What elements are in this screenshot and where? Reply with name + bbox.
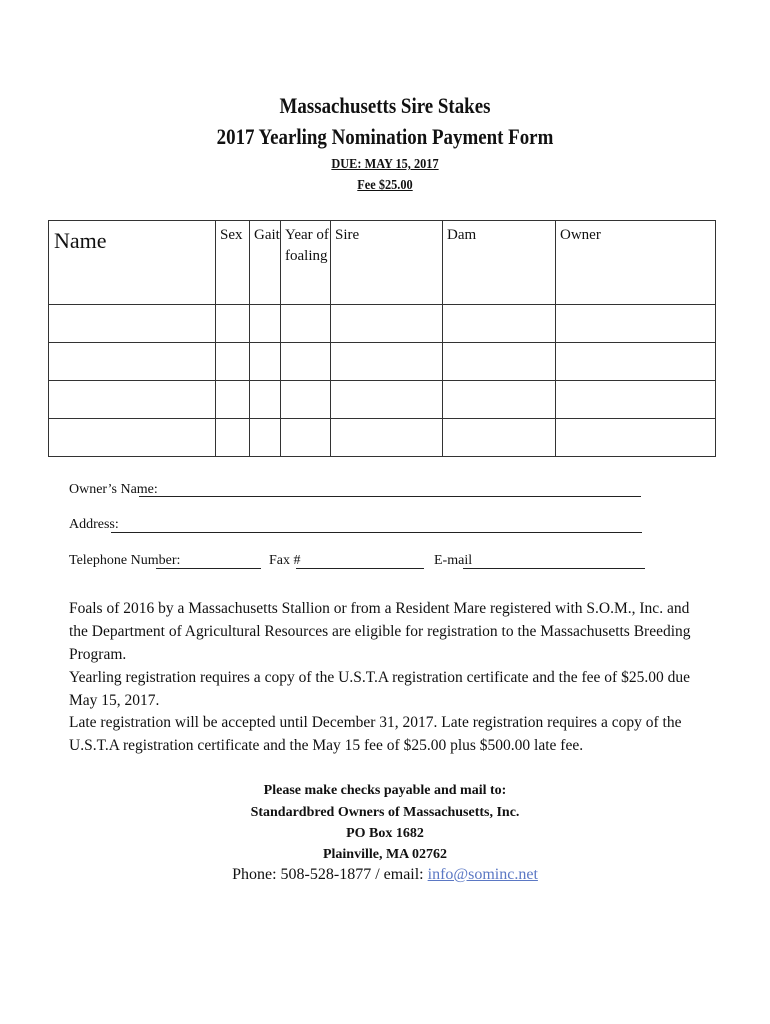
cell-sire[interactable] bbox=[331, 305, 443, 343]
cell-owner[interactable] bbox=[556, 305, 716, 343]
due-date: DUE: MAY 15, 2017 bbox=[331, 157, 439, 172]
cell-sex[interactable] bbox=[216, 305, 250, 343]
address-field[interactable] bbox=[111, 532, 642, 533]
payment-instruction: Please make checks payable and mail to: bbox=[263, 783, 507, 798]
fax-field[interactable] bbox=[296, 568, 424, 569]
telephone-field[interactable] bbox=[156, 568, 261, 569]
column-header-sex: Sex bbox=[216, 221, 250, 305]
owner-name-label: Owner’s Name: bbox=[69, 482, 158, 497]
cell-dam[interactable] bbox=[443, 381, 556, 419]
email-field[interactable] bbox=[463, 568, 645, 569]
cell-sire[interactable] bbox=[331, 419, 443, 457]
cell-sex[interactable] bbox=[216, 419, 250, 457]
cell-owner[interactable] bbox=[556, 419, 716, 457]
cell-sire[interactable] bbox=[331, 343, 443, 381]
fee-amount: Fee $25.00 bbox=[357, 178, 413, 193]
cell-name[interactable] bbox=[49, 381, 216, 419]
table-row bbox=[49, 343, 716, 381]
contact-line bbox=[0, 866, 770, 884]
owner-name-field[interactable] bbox=[139, 496, 641, 497]
registration-paragraph: Yearling registration requires a copy of the U.S.T.A registration certificate and the fee of $25.00 due May 15, 2017. bbox=[69, 669, 690, 709]
cell-gait[interactable] bbox=[250, 381, 281, 419]
payee-name: Standardbred Owners of Massachusetts, Inc. bbox=[250, 805, 520, 820]
cell-dam[interactable] bbox=[443, 343, 556, 381]
table-row bbox=[49, 305, 716, 343]
table-row bbox=[49, 419, 716, 457]
cell-gait[interactable] bbox=[250, 343, 281, 381]
cell-sex[interactable] bbox=[216, 381, 250, 419]
cell-name[interactable] bbox=[49, 305, 216, 343]
cell-owner[interactable] bbox=[556, 343, 716, 381]
cell-dam[interactable] bbox=[443, 419, 556, 457]
cell-name[interactable] bbox=[49, 419, 216, 457]
cell-dam[interactable] bbox=[443, 305, 556, 343]
cell-sire[interactable] bbox=[331, 381, 443, 419]
cell-owner[interactable] bbox=[556, 381, 716, 419]
column-header-gait: Gait bbox=[250, 221, 281, 305]
telephone-label: Telephone Number: bbox=[69, 553, 181, 568]
cell-gait[interactable] bbox=[250, 419, 281, 457]
eligibility-paragraph: Foals of 2016 by a Massachusetts Stallion or from a Resident Mare registered with S.O.M., Inc. and the Department of Agricultural Resources are eligible for registration to the Massachusetts Breeding Program. bbox=[69, 600, 691, 663]
address-label: Address: bbox=[69, 517, 119, 532]
table-row bbox=[49, 381, 716, 419]
phone-text: Phone: 508-528-1877 / email: bbox=[232, 866, 428, 883]
form-subtitle: 2017 Yearling Nomination Payment Form bbox=[216, 124, 554, 149]
late-registration-paragraph: Late registration will be accepted until December 31, 2017. Late registration requires a copy of the U.S.T.A registration certificate and the May 15 fee of $25.00 plus $500.00 late fee. bbox=[69, 714, 682, 754]
column-header-sire: Sire bbox=[331, 221, 443, 305]
nomination-table bbox=[48, 220, 716, 457]
email-label: E-mail bbox=[434, 553, 473, 568]
cell-year[interactable] bbox=[281, 305, 331, 343]
cell-year[interactable] bbox=[281, 381, 331, 419]
cell-year[interactable] bbox=[281, 419, 331, 457]
cell-sex[interactable] bbox=[216, 343, 250, 381]
city-state-zip: Plainville, MA 02762 bbox=[322, 847, 448, 862]
fax-label: Fax # bbox=[269, 553, 301, 568]
form-title: Massachusetts Sire Stakes bbox=[279, 93, 491, 118]
cell-year[interactable] bbox=[281, 343, 331, 381]
column-header-year-of-foaling: Year of foaling bbox=[281, 221, 331, 305]
cell-name[interactable] bbox=[49, 343, 216, 381]
po-box: PO Box 1682 bbox=[346, 826, 424, 841]
table-header-row bbox=[49, 221, 716, 305]
column-header-name: Name bbox=[49, 221, 216, 305]
email-link[interactable]: info@sominc.net bbox=[427, 866, 538, 883]
column-header-owner: Owner bbox=[556, 221, 716, 305]
column-header-dam: Dam bbox=[443, 221, 556, 305]
cell-gait[interactable] bbox=[250, 305, 281, 343]
